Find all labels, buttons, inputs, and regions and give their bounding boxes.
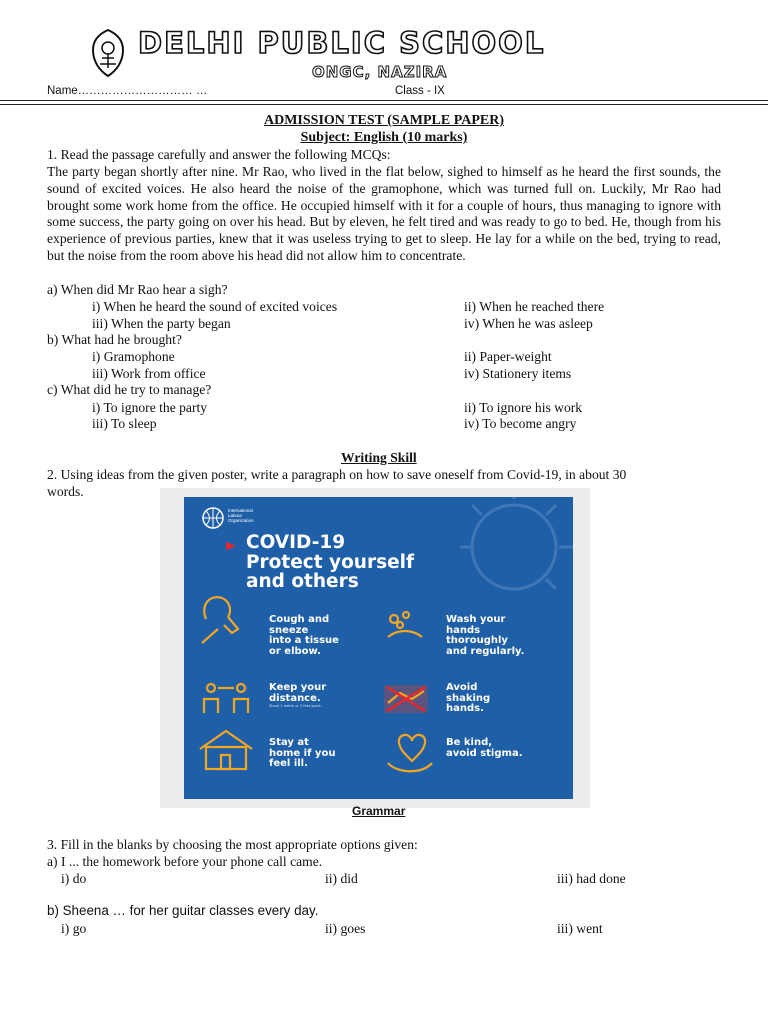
- q1a-option-4: iv) When he was asleep: [464, 316, 593, 331]
- tip-distance: Keep your distance. Stand 1 metre or 3 feet apart.: [269, 682, 327, 708]
- q1b-option-1: i) Gramophone: [92, 349, 175, 364]
- q1a-option-2: ii) When he reached there: [464, 299, 605, 314]
- tip-no-handshake: Avoid shaking hands.: [446, 682, 491, 714]
- sneeze-icon: [202, 597, 238, 643]
- ilo-logo-icon: [203, 508, 223, 528]
- poster-title: COVID-19 Protect yourself and others: [246, 532, 415, 592]
- header-rule-secondary: [0, 104, 768, 105]
- school-branch: ONGC, NAZIRA: [312, 63, 448, 81]
- header-rule: [0, 100, 768, 101]
- heart-hand-icon: [388, 735, 432, 771]
- q1a-option-3: iii) When the party began: [92, 316, 231, 331]
- q1-prompt: 1. Read the passage carefully and answer the following MCQs:: [47, 147, 391, 162]
- distance-icon: [204, 684, 248, 713]
- tip-be-kind: Be kind, avoid stigma.: [446, 737, 523, 759]
- virus-watermark-icon: [460, 497, 573, 589]
- q3a-option-2: ii) did: [325, 871, 358, 886]
- q3b-option-1: i) go: [61, 921, 87, 936]
- writing-prompt: 2. Using ideas from the given poster, write a paragraph on how to save oneself from Covid-19, in about 30: [47, 467, 627, 482]
- q1c-option-4: iv) To become angry: [464, 416, 577, 431]
- school-name: DELHI PUBLIC SCHOOL: [138, 26, 546, 60]
- q3b-question: b) Sheena … for her guitar classes every day.: [47, 903, 319, 918]
- q3b-option-2: ii) goes: [325, 921, 366, 936]
- q3a-option-3: iii) had done: [557, 871, 626, 886]
- q1b-option-2: ii) Paper-weight: [464, 349, 552, 364]
- q1c-option-2: ii) To ignore his work: [464, 400, 583, 415]
- q1b-option-4: iv) Stationery items: [464, 366, 572, 381]
- q1c-option-1: i) To ignore the party: [92, 400, 208, 415]
- tip-stay-home: Stay at home if you feel ill.: [269, 737, 336, 769]
- reading-passage: The party began shortly after nine. Mr Rao, who lived in the flat below, sighed to himself as he heard the first sounds, the sound of excited voices. He also heard the noise of the gramophone, which was turned full on. Luckily, Mr Rao had brought some work home from the office. He occupied himself with it for a couple of hours, thus managing to ignore with some success, the party going on over his head. But by eleven, he felt tired and was ready to go to bed. He, though from his experience of previous parties, knew that it was useless trying to get to sleep. He lay for a while on the bed, trying to read, but the noise from the room above his head did not allow him to concentrate.: [47, 164, 721, 263]
- q1b-question: b) What had he brought?: [47, 332, 182, 347]
- q1c-option-3: iii) To sleep: [92, 416, 157, 431]
- class-field: Class - IX: [395, 85, 445, 97]
- paper-title: ADMISSION TEST (SAMPLE PAPER): [264, 113, 504, 128]
- q3a-option-1: i) do: [61, 871, 87, 886]
- q3b-option-3: iii) went: [557, 921, 603, 936]
- hand-wash-icon: [388, 612, 422, 637]
- q1b-option-3: iii) Work from office: [92, 366, 206, 381]
- house-icon: [200, 731, 252, 769]
- arrow-icon: [226, 542, 236, 550]
- grammar-heading: Grammar: [352, 804, 406, 818]
- no-handshake-icon: [384, 685, 428, 713]
- writing-prompt-continued: words.: [47, 484, 84, 499]
- q1c-question: c) What did he try to manage?: [47, 382, 212, 397]
- ilo-org-name: International Labour Organization: [228, 508, 254, 523]
- school-crest-icon: [90, 28, 126, 78]
- grammar-prompt: 3. Fill in the blanks by choosing the most appropriate options given:: [47, 837, 418, 852]
- name-field: Name………………………… …: [47, 85, 208, 97]
- covid-poster: [184, 497, 573, 799]
- tip-cough: Cough and sneeze into a tissue or elbow.: [269, 614, 339, 657]
- q1a-option-1: i) When he heard the sound of excited voices: [92, 299, 338, 314]
- tip-wash-hands: Wash your hands thoroughly and regularly.: [446, 614, 525, 657]
- q1a-question: a) When did Mr Rao hear a sigh?: [47, 282, 228, 297]
- q3a-question: a) I ... the homework before your phone call came.: [47, 854, 323, 869]
- paper-subject: Subject: English (10 marks): [300, 130, 468, 145]
- writing-heading: Writing Skill: [341, 450, 417, 465]
